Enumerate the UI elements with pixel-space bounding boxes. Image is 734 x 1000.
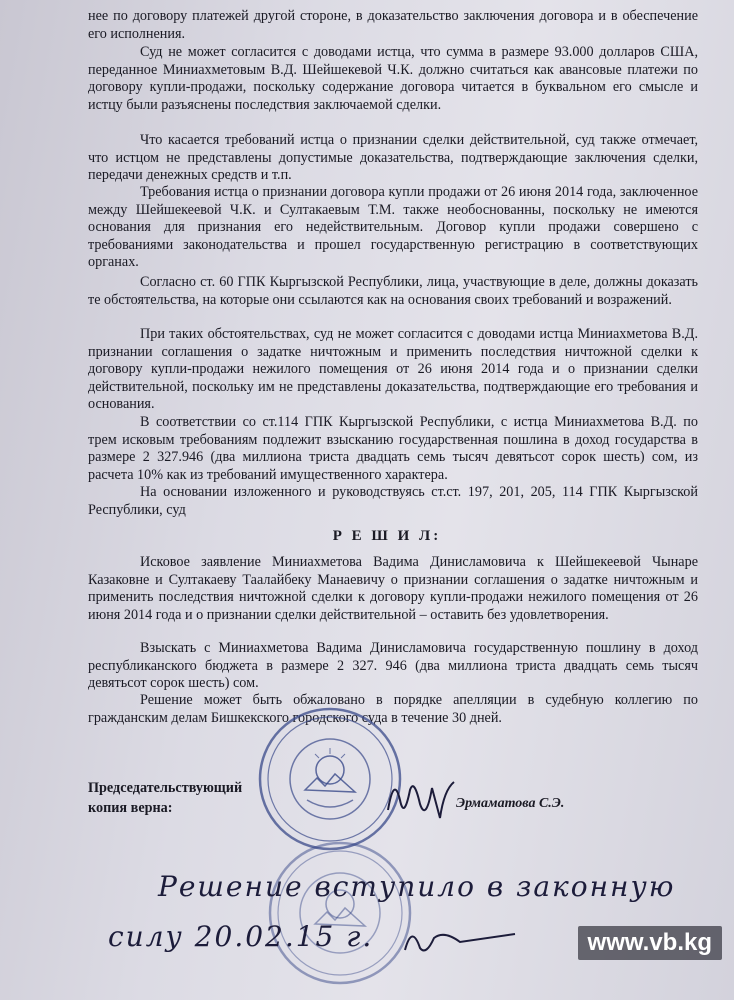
paragraph-5: Согласно ст. 60 ГПК Кыргызской Республики, лица, участвующие в деле, должны доказать те обстоятельства, на которые они ссылаются как на основания своих требований и возражений. [88, 274, 698, 308]
paragraph-8: На основании изложенного и руководствуясь ст.ст. 197, 201, 205, 114 ГПК Кыргызской Республики, суд [88, 484, 698, 518]
paragraph-3: Что касается требований истца о признании сделки действительной, суд также отмечает, что истцом не представлены допустимые доказательства, подтверждающие заключения сделки, передачи денежных средств и т.п. [88, 132, 698, 184]
presiding-judge-label: Председательствующий [88, 780, 243, 796]
handwritten-note-line1: Решение вступило в законную [158, 870, 676, 903]
decision-paragraph-2: Взыскать с Миниахметова Вадима Динисламовича государственную пошлину в доход республиканского бюджета в размере 2 327. 946 (два миллиона триста двадцать семь тысяч девятьсот сорок шесть) сом. [88, 640, 698, 692]
copy-verified-label: копия верна: [88, 800, 173, 816]
court-stamp-bottom [265, 838, 415, 988]
decision-paragraph-1: Исковое заявление Миниахметова Вадима Динисламовича к Шейшекеевой Чынаре Казаковне и Султакаеву Таалайбеку Манаевичу о признании соглашения о задатке ничтожным и применить последствия ничтожной сделки к договору купли-продажи нежилого помещения от 26 июня 2014 года и о признании сделки действительной – оставить без удовлетворения. [88, 554, 698, 623]
paragraph-6: При таких обстоятельствах, суд не может согласится с доводами истца Миниахметова В.Д. признании соглашения о задатке ничтожным и применить последствия ничтожной сделки к договору купли-продажи нежилого помещения от 26 июня 2014 года и о признании сделки действительной, поскольку им не представлены доказательства, подтверждающие его требования и основания. [88, 326, 698, 413]
decision-paragraph-3: Решение может быть обжаловано в порядке апелляции в судебную коллегию по гражданским делам Бишкекского городского суда в течение 30 дней. [88, 692, 698, 726]
paragraph-1: нее по договору платежей другой стороне, в доказательство заключения договора и в обеспечение его исполнения. [88, 8, 698, 42]
paragraph-4: Требования истца о признании договора купли продажи от 26 июня 2014 года, заключенное между Шейшекеевой Ч.К. и Султакаевым Т.М. также необоснованны, поскольку не имеются основания для признания его недействительным. Договор купли продажи совершено с требованиями законодательства и прошел государственную регистрацию в соответствующих органах. [88, 184, 698, 271]
handwritten-note-line2: силу 20.02.15 г. [108, 920, 374, 953]
site-watermark: www.vb.kg [578, 926, 722, 960]
paragraph-2: Суд не может согласится с доводами истца, что сумма в размере 93.000 долларов США, переданное Миниахметовым В.Д. Шейшекевой Ч.К. должно считаться как авансовые платежи по договору купли-продажи, поскольку содержание договора читается в буквальном его смысле и истцу были разъяснены последствия заключаемой сделки. [88, 44, 698, 113]
paragraph-7: В соответствии со ст.114 ГПК Кыргызской Республики, с истца Миниахметова В.Д. по трем исковым требованиям подлежит взысканию государственная пошлина в доход государства в размере 2 327.946 (два миллиона триста двадцать семь тысяч девятьсот сорок шесть) сом, из расчета 10% как из требований имущественного характера. [88, 414, 698, 483]
judge-name: Эрмаматова С.Э. [456, 796, 565, 811]
judge-signature [380, 770, 460, 830]
decision-heading: Р Е Ш И Л: [332, 528, 442, 544]
handwritten-signature [400, 920, 520, 960]
